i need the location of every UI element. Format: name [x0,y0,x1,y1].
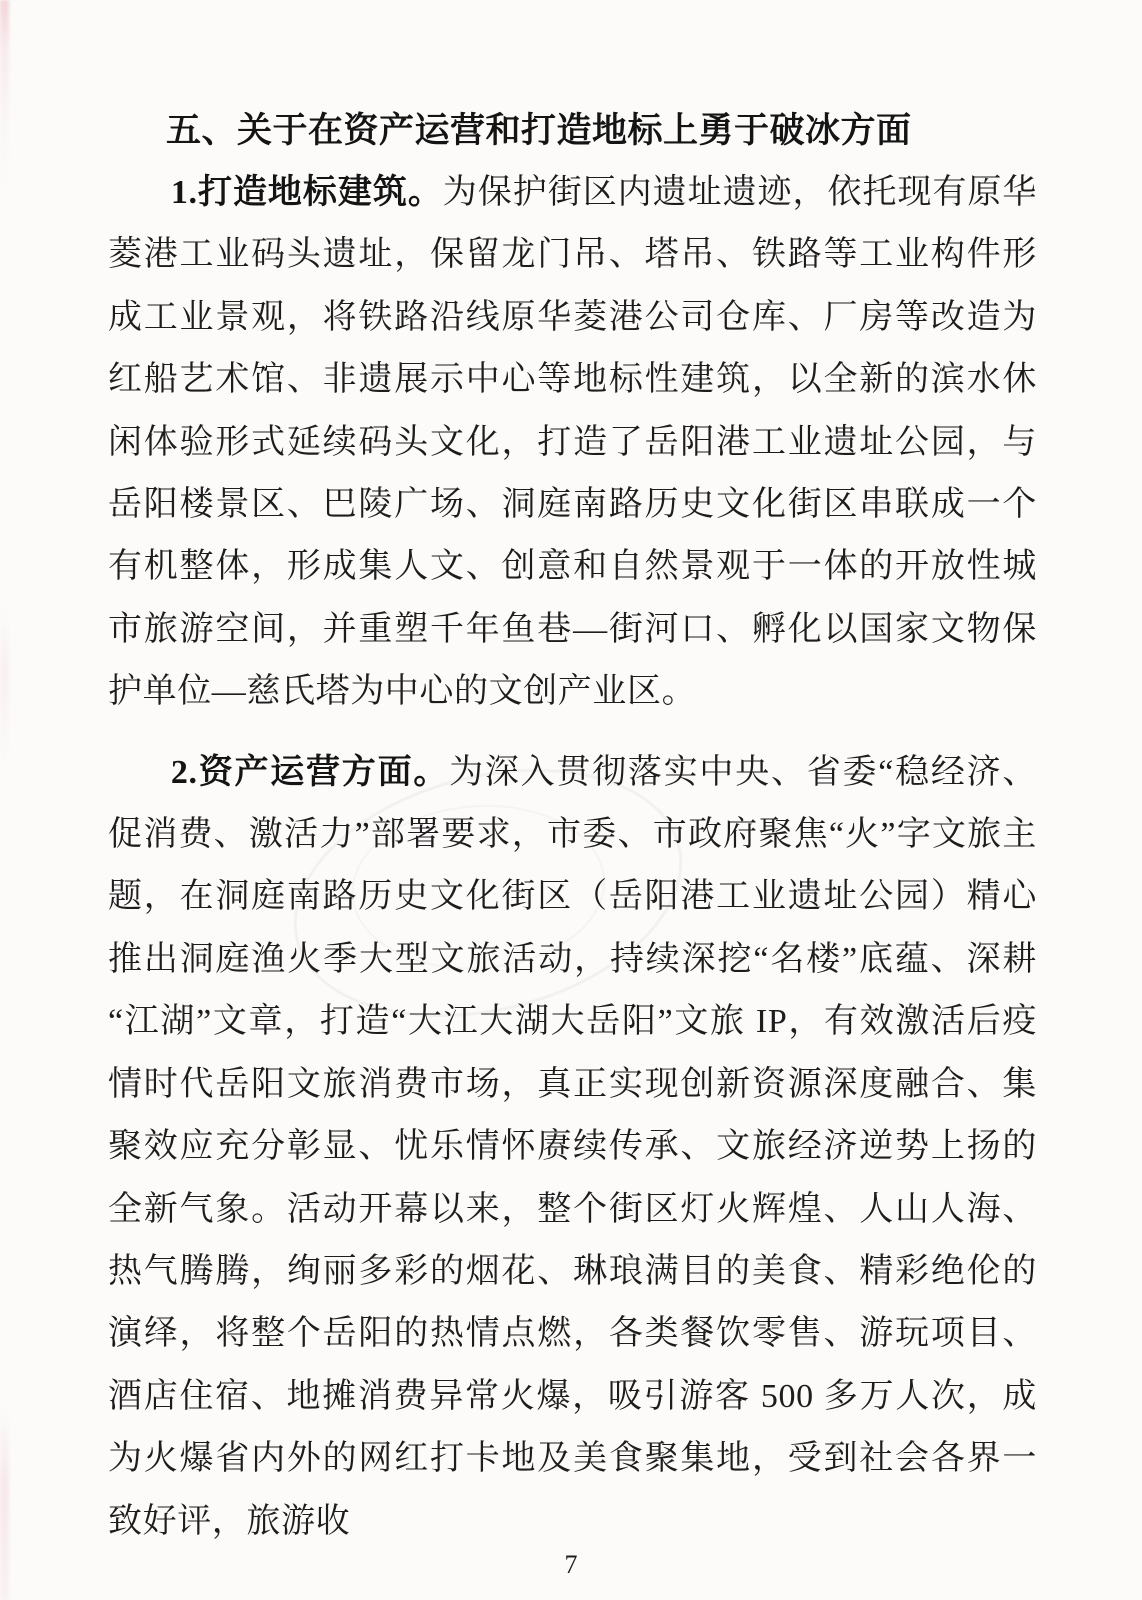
paragraph-1-body: 为保护街区内遗址遗迹，依托现有原华菱港工业码头遗址，保留龙门吊、塔吊、铁路等工业构件形成工业景观，将铁路沿线原华菱港公司仓库、厂房等改造为红船艺术馆、非遗展示中心等地标性建筑，以全新的滨水休闲体验形式延续码头文化，打造了岳阳港工业遗址公园，与岳阳楼景区、巴陵广场、洞庭南路历史文化街区串联成一个有机整体，形成集人文、创意和自然景观于一体的开放性城市旅游空间，并重塑千年鱼巷—街河口、孵化以国家文物保护单位—慈氏塔为中心的文创产业区。 [108,174,1037,711]
document-content [108,100,1037,1553]
section-heading: 五、关于在资产运营和打造地标上勇于破冰方面 [166,111,912,150]
paragraph-2-body: 为深入贯彻落实中央、省委“稳经济、促消费、激活力”部署要求，市委、市政府聚焦“火”字文旅主题，在洞庭南路历史文化街区（岳阳港工业遗址公园）精心推出洞庭渔火季大型文旅活动，持续深挖“名楼”底蕴、深耕“江湖”文章，打造“大江大湖大岳阳”文旅 IP，有效激活后疫情时代岳阳文旅消费市场，真正实现创新资源深度融合、集聚效应充分彰显、忧乐情怀赓续传承、文旅经济逆势上扬的全新气象。活动开幕以来，整个街区灯火辉煌、人山人海、热气腾腾，绚丽多彩的烟花、琳琅满目的美食、精彩绝伦的演绎，将整个岳阳的热情点燃，各类餐饮零售、游玩项目、酒店住宿、地摊消费异常火爆，吸引游客 500 多万人次，成为火爆省内外的网红打卡地及美食聚集地，受到社会各界一致好评，旅游收 [108,753,1037,1540]
paragraph-landmark-building [108,162,1037,724]
paragraph-1-lead: 1.打造地标建筑。 [170,174,443,211]
paragraph-2-lead: 2.资产运营方面。 [170,753,450,791]
paragraph-asset-operation [108,742,1037,1553]
page-number: 7 [564,1550,578,1579]
scan-edge-artifact [0,0,9,1600]
